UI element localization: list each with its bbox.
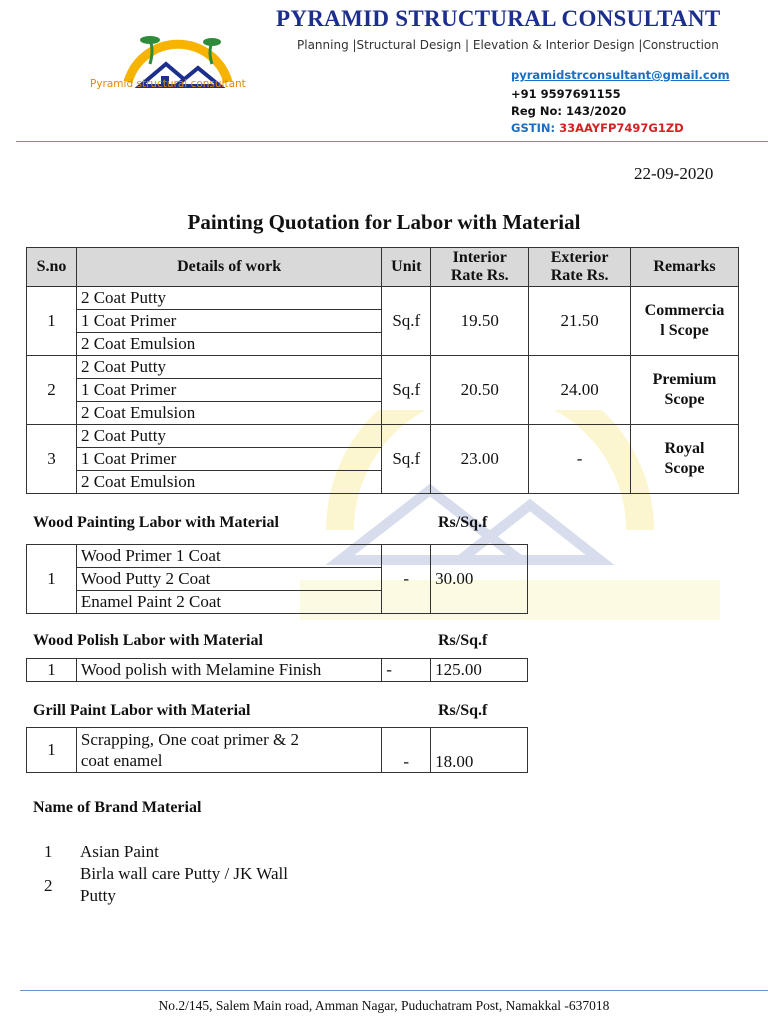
quotation-date: 22-09-2020 <box>634 164 714 183</box>
work-item: 2 Coat Putty <box>76 425 381 448</box>
registration-number: Reg No: 143/2020 <box>511 104 627 118</box>
wood-polish-table <box>26 658 528 682</box>
work-item: 2 Coat Putty <box>76 356 381 379</box>
footer-divider <box>20 990 768 991</box>
brand-number: 2 <box>44 876 53 895</box>
row-dash: - <box>382 659 431 682</box>
remark-line2: Scope <box>664 391 705 408</box>
row-interior-rate: 20.50 <box>431 356 529 425</box>
header-interior-line1: Interior <box>452 249 507 266</box>
row-sno: 1 <box>27 287 77 356</box>
painting-rates-table <box>26 247 739 494</box>
brand-number: 1 <box>44 842 53 861</box>
row-rate: 18.00 <box>431 728 528 773</box>
gstin-label: GSTIN: <box>511 121 560 135</box>
gstin <box>511 121 684 135</box>
row-exterior-rate: - <box>529 425 631 494</box>
row-unit: Sq.f <box>382 287 431 356</box>
remark-line1: Commercia <box>644 302 725 319</box>
remark-line2: Scope <box>664 460 705 477</box>
table-row <box>27 425 739 448</box>
row-rate: 125.00 <box>431 659 528 682</box>
row-dash: - <box>382 728 431 773</box>
row-exterior-rate: 24.00 <box>529 356 631 425</box>
wood-polish-unit-heading: Rs/Sq.f <box>438 632 488 649</box>
company-logo <box>88 20 268 120</box>
work-item-line1: Scrapping, One coat primer & 2 <box>80 730 299 749</box>
work-item <box>76 728 381 773</box>
row-unit: Sq.f <box>382 356 431 425</box>
header-details: Details of work <box>76 248 381 287</box>
remark-line1: Royal <box>664 440 705 457</box>
wood-painting-unit-heading: Rs/Sq.f <box>438 514 488 531</box>
row-rate: 30.00 <box>431 545 528 614</box>
header-unit: Unit <box>382 248 431 287</box>
page-title: Painting Quotation for Labor with Material <box>187 210 581 234</box>
logo-text: Pyramid structural consultant <box>90 78 246 90</box>
work-item-line2: coat enamel <box>80 751 163 770</box>
company-name: PYRAMID STRUCTURAL CONSULTANT <box>276 6 721 31</box>
row-sno: 1 <box>27 659 77 682</box>
remark-line2: l Scope <box>660 322 709 339</box>
header-remarks: Remarks <box>631 248 739 287</box>
work-item: 1 Coat Primer <box>76 379 381 402</box>
table-row <box>27 287 739 310</box>
row-sno: 2 <box>27 356 77 425</box>
row-interior-rate: 19.50 <box>431 287 529 356</box>
header-exterior-rate <box>529 248 631 287</box>
row-sno: 3 <box>27 425 77 494</box>
brands-heading: Name of Brand Material <box>33 799 202 816</box>
row-interior-rate: 23.00 <box>431 425 529 494</box>
work-item: Wood polish with Melamine Finish <box>76 659 381 682</box>
row-remark <box>631 356 739 425</box>
header-interior-rate <box>431 248 529 287</box>
grill-unit-heading: Rs/Sq.f <box>438 702 488 719</box>
work-item: Enamel Paint 2 Coat <box>76 591 381 614</box>
work-item: 2 Coat Emulsion <box>76 402 381 425</box>
services-line: Planning |Structural Design | Elevation & Interior Design |Construction <box>297 38 719 52</box>
header-sno: S.no <box>27 248 77 287</box>
row-remark <box>631 425 739 494</box>
footer-address: No.2/145, Salem Main road, Amman Nagar, Puduchatram Post, Namakkal -637018 <box>158 998 610 1013</box>
row-exterior-rate: 21.50 <box>529 287 631 356</box>
wood-painting-heading: Wood Painting Labor with Material <box>33 514 279 531</box>
work-item: 1 Coat Primer <box>76 448 381 471</box>
work-item: 2 Coat Putty <box>76 287 381 310</box>
header-divider <box>16 141 768 142</box>
grill-heading: Grill Paint Labor with Material <box>33 702 251 719</box>
gstin-value: 33AAYFP7497G1ZD <box>559 121 684 135</box>
work-item: 1 Coat Primer <box>76 310 381 333</box>
wood-painting-table <box>26 544 528 614</box>
brand-name-line2: Putty <box>80 886 116 905</box>
wood-polish-heading: Wood Polish Labor with Material <box>33 632 263 649</box>
header-interior-line2: Rate Rs. <box>450 267 509 284</box>
row-sno: 1 <box>27 728 77 773</box>
row-dash: - <box>382 545 431 614</box>
brand-name: Birla wall care Putty / JK Wall <box>80 864 288 883</box>
work-item: 2 Coat Emulsion <box>76 471 381 494</box>
header-exterior-line1: Exterior <box>550 249 609 266</box>
row-unit: Sq.f <box>382 425 431 494</box>
work-item: Wood Primer 1 Coat <box>76 545 381 568</box>
work-item: Wood Putty 2 Coat <box>76 568 381 591</box>
row-sno: 1 <box>27 545 77 614</box>
work-item: 2 Coat Emulsion <box>76 333 381 356</box>
remark-line1: Premium <box>652 371 717 388</box>
email-link[interactable]: pyramidstrconsultant@gmail.com <box>511 68 730 82</box>
grill-table <box>26 727 528 773</box>
row-remark <box>631 287 739 356</box>
header-exterior-line2: Rate Rs. <box>550 267 609 284</box>
table-row <box>27 356 739 379</box>
phone-number: +91 9597691155 <box>511 87 621 101</box>
brand-name: Asian Paint <box>80 842 159 861</box>
